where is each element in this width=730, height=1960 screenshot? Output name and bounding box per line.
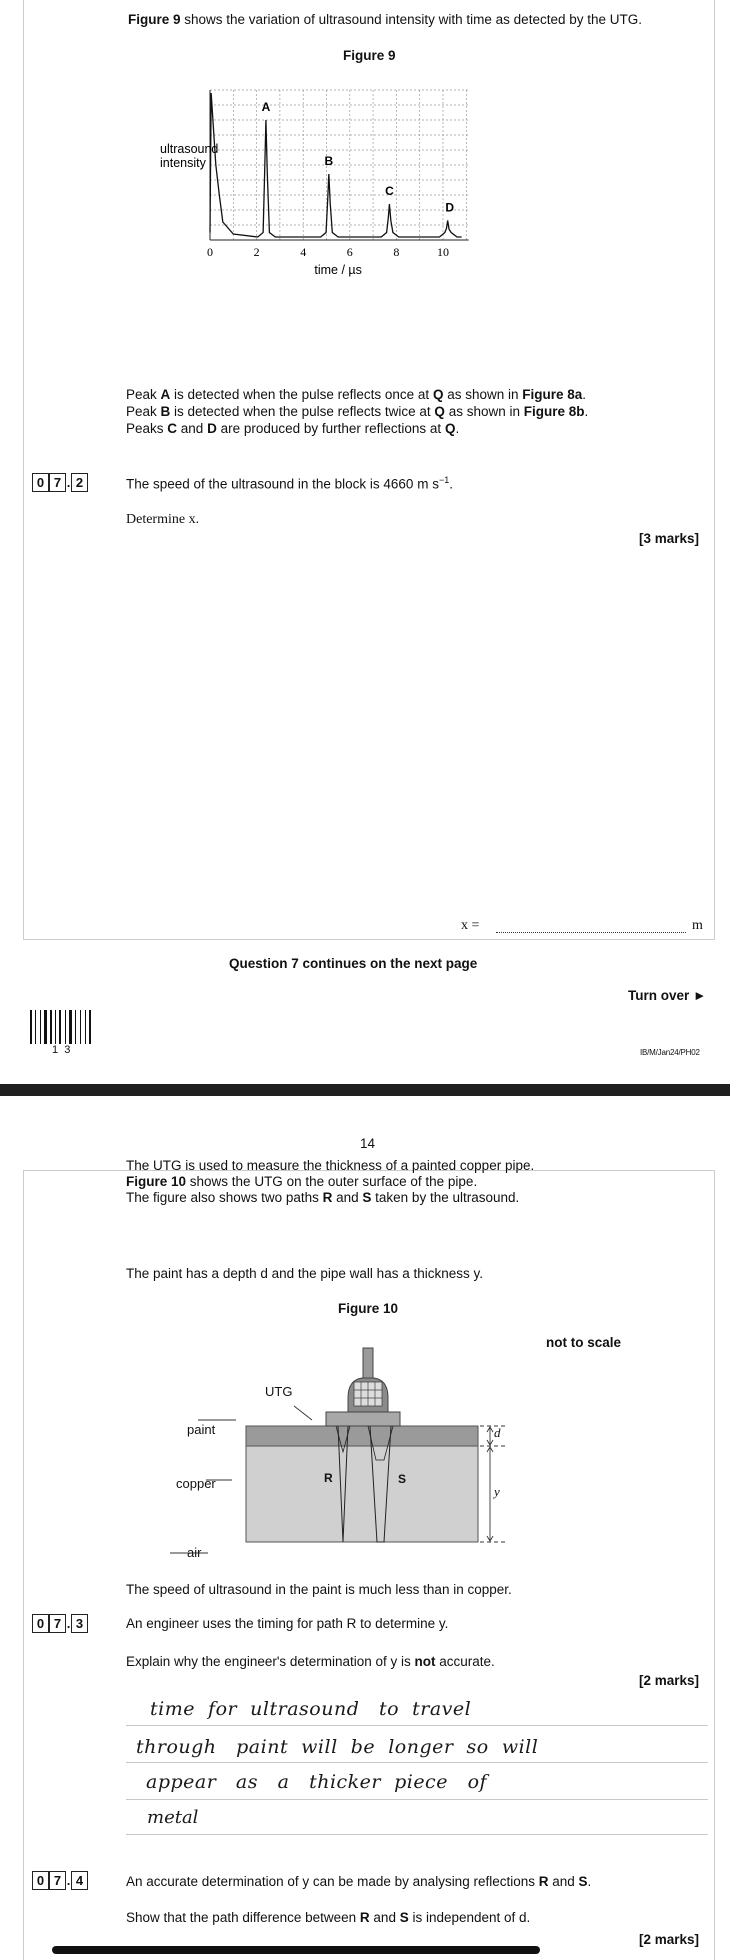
- q072-marks: [3 marks]: [639, 531, 700, 546]
- q074-marks: [2 marks]: [639, 1932, 700, 1947]
- answer-x-label: x =: [461, 918, 480, 933]
- question-number-07-4: 0 7 . 4: [32, 1871, 88, 1890]
- utg-base: [326, 1412, 400, 1426]
- q072-text: The speed of the ultrasound in the block is 4660 m $s^{-1}$.: [126, 475, 453, 492]
- peak-label-d: D: [445, 200, 454, 215]
- y-axis-label-2: intensity: [160, 156, 206, 170]
- q073-explain: Explain why the engineer's determination of y is not accurate.: [126, 1654, 495, 1669]
- page-number: 14: [360, 1136, 376, 1151]
- scrollbar-thumb[interactable]: [52, 1946, 540, 1954]
- label-copper: copper: [176, 1476, 216, 1491]
- x-tick-label: 2: [253, 245, 260, 259]
- q073-text: An engineer uses the timing for path R to determine y.: [126, 1616, 449, 1631]
- barcode-bar: [89, 1010, 91, 1044]
- barcode-bar: [69, 1010, 72, 1044]
- barcode-bar: [50, 1010, 52, 1044]
- digit: 0: [32, 473, 49, 492]
- page-separator: [0, 1084, 730, 1096]
- label-paint: paint: [187, 1422, 216, 1437]
- peak-label-c: C: [385, 184, 394, 198]
- barcode-bar: [55, 1010, 56, 1044]
- q074-text: An accurate determination of y can be made by analysing reflections R and S.: [126, 1874, 592, 1889]
- barcode: [30, 1010, 110, 1046]
- x-axis-label: time / µs: [314, 263, 362, 277]
- peak-b-line: Peak B is detected when the pulse reflects twice at Q as shown in Figure 8b.: [126, 404, 589, 419]
- intro-line: Figure 10 shows the UTG on the outer surface of the pipe.: [126, 1174, 478, 1189]
- page-2-frame: [23, 1170, 715, 1960]
- peak-label-a: A: [261, 100, 271, 114]
- barcode-bar: [65, 1010, 66, 1044]
- digit: 7: [49, 473, 66, 492]
- q074-show: Show that the path difference between R and S is independent of d.: [126, 1910, 531, 1925]
- not-to-scale: not to scale: [546, 1335, 622, 1350]
- question-number-07-3: 0 7 . 3: [32, 1614, 88, 1633]
- intro-line: The UTG is used to measure the thickness of a painted copper pipe.: [126, 1158, 535, 1173]
- label-utg: UTG: [265, 1384, 293, 1399]
- continues-note: Question 7 continues on the next page: [229, 956, 478, 971]
- answer-x-unit: m: [692, 918, 703, 933]
- q072-determine: Determine x.: [126, 512, 200, 527]
- speed-note: The speed of ultrasound in the paint is much less than in copper.: [126, 1582, 512, 1597]
- handwritten-answer-line-2: through paint will be longer so will: [136, 1736, 539, 1758]
- copper-layer: [246, 1446, 478, 1542]
- x-tick-label: 8: [393, 245, 400, 259]
- digit: 7: [49, 1871, 66, 1890]
- barcode-bar: [75, 1010, 76, 1044]
- figure-9-title: Figure 9: [343, 48, 396, 63]
- figure-10-title: Figure 10: [338, 1301, 399, 1316]
- barcode-bar: [40, 1010, 41, 1044]
- question-number-07-2: 0 7 . 2: [32, 473, 88, 492]
- x-tick-label: 6: [346, 245, 353, 259]
- paper-code: IB/M/Jan24/PH02: [640, 1048, 700, 1057]
- x-tick-label: 4: [300, 245, 307, 259]
- handwritten-answer-line-3: appear as a thicker piece of: [146, 1771, 488, 1793]
- turn-over: Turn over ►: [628, 988, 707, 1003]
- peak-descriptions: [126, 386, 588, 437]
- digit: 2: [71, 473, 88, 492]
- digit: 4: [71, 1871, 88, 1890]
- figure-10-diagram: [170, 1340, 530, 1560]
- handwritten-answer-line-4: metal: [147, 1807, 199, 1828]
- barcode-bar: [35, 1010, 36, 1044]
- peak-label-b: B: [324, 154, 334, 168]
- answer-line[interactable]: [126, 1834, 708, 1835]
- digit: 0: [32, 1614, 49, 1633]
- answer-line[interactable]: [126, 1799, 708, 1800]
- x-tick-label: 10: [437, 245, 449, 259]
- label-d: d: [494, 1425, 501, 1440]
- paint-layer: [246, 1426, 478, 1446]
- utg-stem: [363, 1348, 373, 1378]
- peak-a-line: Peak A is detected when the pulse reflects once at Q as shown in Figure 8a.: [126, 387, 587, 402]
- digit: 3: [71, 1614, 88, 1633]
- barcode-bar: [44, 1010, 47, 1044]
- intro-line: The figure also shows two paths R and S taken by the ultrasound.: [126, 1190, 520, 1205]
- figure-9-intro: Figure 9 shows the variation of ultrasound intensity with time as detected by the UTG.: [128, 12, 642, 27]
- q073-marks: [2 marks]: [639, 1673, 700, 1688]
- x-tick-label: 0: [207, 245, 213, 259]
- label-r: R: [324, 1471, 333, 1485]
- label-s: S: [398, 1472, 407, 1486]
- label-air: air: [187, 1545, 202, 1560]
- answer-line[interactable]: [126, 1725, 708, 1726]
- barcode-number: 1 3: [52, 1044, 71, 1056]
- digit: 0: [32, 1871, 49, 1890]
- answer-x-line[interactable]: [496, 932, 686, 933]
- page-2-intro: [126, 1158, 534, 1206]
- barcode-bar: [85, 1010, 86, 1044]
- y-axis-label: ultrasound: [160, 142, 219, 156]
- barcode-bar: [80, 1010, 81, 1044]
- handwritten-answer-line-1: time for ultrasound to travel: [150, 1698, 472, 1720]
- barcode-bar: [30, 1010, 32, 1044]
- label-y: y: [494, 1484, 500, 1499]
- digit: 7: [49, 1614, 66, 1633]
- paint-depth-text: The paint has a depth d and the pipe wall has a thickness y.: [126, 1266, 483, 1281]
- barcode-bar: [59, 1010, 61, 1044]
- answer-line[interactable]: [126, 1762, 708, 1763]
- figure-9-chart: [160, 84, 620, 354]
- peak-cd-line: Peaks C and D are produced by further reflections at Q.: [126, 421, 460, 436]
